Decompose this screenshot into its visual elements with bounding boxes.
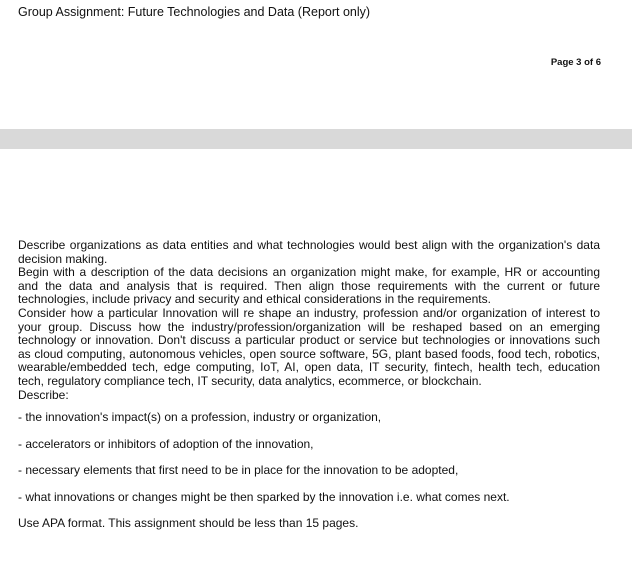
paragraph-innovation-reshape: Consider how a particular Innovation will re shape an industry, profession and/or organization of interest to your group. Discuss how the industry/profession/organization will be reshaped based on an emerging technology or innovation. Don't discuss a particular product or service but technologies or innovations such as cloud computing, autonomous vehicles, open source software, 5G, plant based foods, food tech, robotics, wearable/embedded tech, edge computing, IoT, AI, open data, IT security, fintech, health tech, education tech, regulatory compliance tech, IT security, data analytics, ecommerce, or blockchain. [18,305,600,388]
page-number: Page 3 of 6 [550,57,601,68]
list-item: - accelerators or inhibitors of adoption of the innovation, [18,436,314,451]
describe-label: Describe: [18,387,69,402]
assignment-intro [18,239,600,402]
requirements-list [18,410,600,504]
paragraph-data-decisions: Begin with a description of the data decisions an organization might make, for example, HR or accounting and the data and analysis that is required. Then align those requirements with the current or future technologies, include privacy and security and ethical considerations in the requirements. [18,265,600,307]
list-item: - the innovation's impact(s) on a profession, industry or organization, [18,410,382,425]
format-note: Use APA format. This assignment should be less than 15 pages. [18,516,359,531]
paragraph-organizations-as-data: Describe organizations as data entities and what technologies would best align with the organization's data decision making. [18,238,600,266]
list-item: - necessary elements that first need to be in place for the innovation to be adopted, [18,463,459,478]
list-item: - what innovations or changes might be then sparked by the innovation i.e. what comes next. [18,489,510,504]
assignment-content [18,239,600,530]
page-break-divider [0,129,632,149]
document-header-title: Group Assignment: Future Technologies and Data (Report only) [18,5,371,19]
